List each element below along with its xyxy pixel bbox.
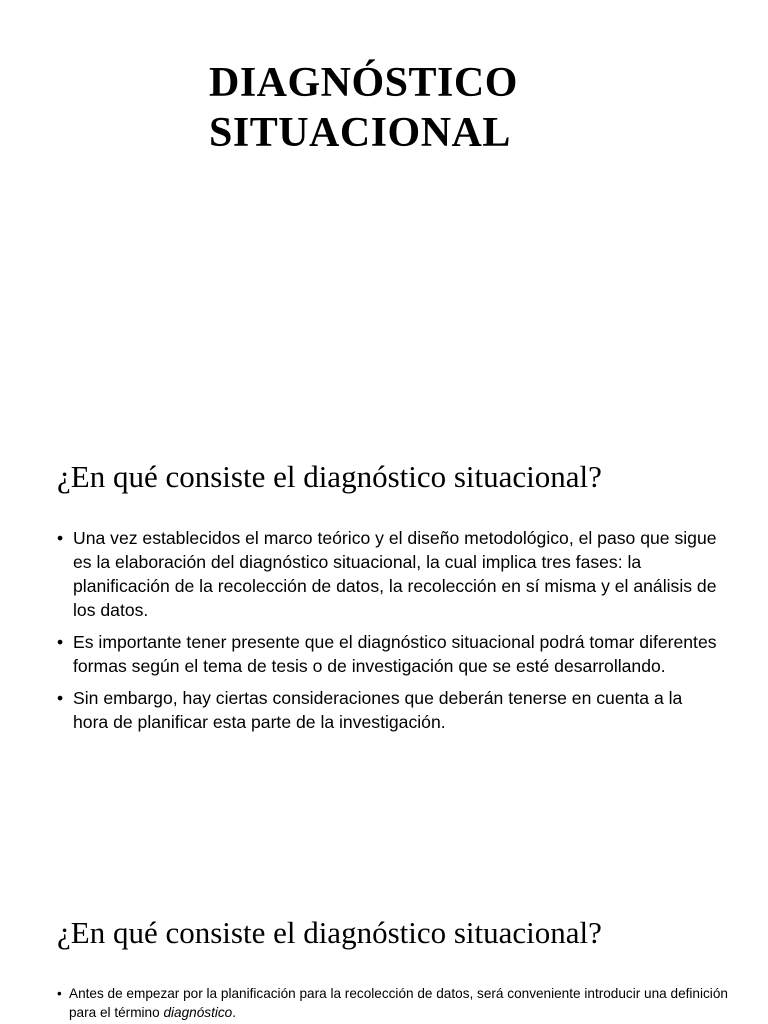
slide-heading: ¿En qué consiste el diagnóstico situacional? — [57, 459, 602, 494]
bullet-text-end: . — [232, 1005, 237, 1020]
slide-title — [209, 58, 518, 158]
bullet-marker: • — [57, 688, 64, 708]
bullet-item — [57, 526, 721, 622]
slide-3 — [0, 890, 768, 1024]
bullet-text — [69, 986, 728, 1020]
bullet-item — [57, 984, 737, 1022]
bullet-item — [57, 630, 721, 678]
bullet-text: Una vez establecidos el marco teórico y el diseño metodológico, el paso que sigue es la elaboración del diagnóstico situacional, la cual implica tres fases: la planificación de la recolección de datos, la recolección en sí misma y el análisis de los datos. — [73, 528, 717, 620]
bullet-item — [57, 686, 721, 734]
bullet-marker: • — [57, 528, 64, 548]
bullet-text: Sin embargo, hay ciertas consideraciones que deberán tenerse en cuenta a la hora de planificar esta parte de la investigación. — [73, 688, 683, 732]
bullet-marker: • — [57, 986, 62, 1001]
slide-2 — [0, 430, 768, 890]
bullet-list — [57, 526, 721, 742]
slide-1 — [0, 0, 768, 430]
bullet-marker: • — [57, 632, 64, 652]
slide-title-line-1: DIAGNÓSTICO — [209, 60, 518, 106]
bullet-text: Es importante tener presente que el diagnóstico situacional podrá tomar diferentes formas según el tema de tesis o de investigación que se esté desarrollando. — [73, 632, 717, 676]
bullet-list — [57, 984, 737, 1022]
slide-heading: ¿En qué consiste el diagnóstico situacional? — [57, 915, 602, 950]
slide-title-line-2: SITUACIONAL — [209, 110, 511, 156]
bullet-text-term: diagnóstico — [163, 1005, 233, 1020]
bullet-text-main: Antes de empezar por la planificación para la recolección de datos, será conveniente introducir una definición para el término — [69, 986, 728, 1020]
